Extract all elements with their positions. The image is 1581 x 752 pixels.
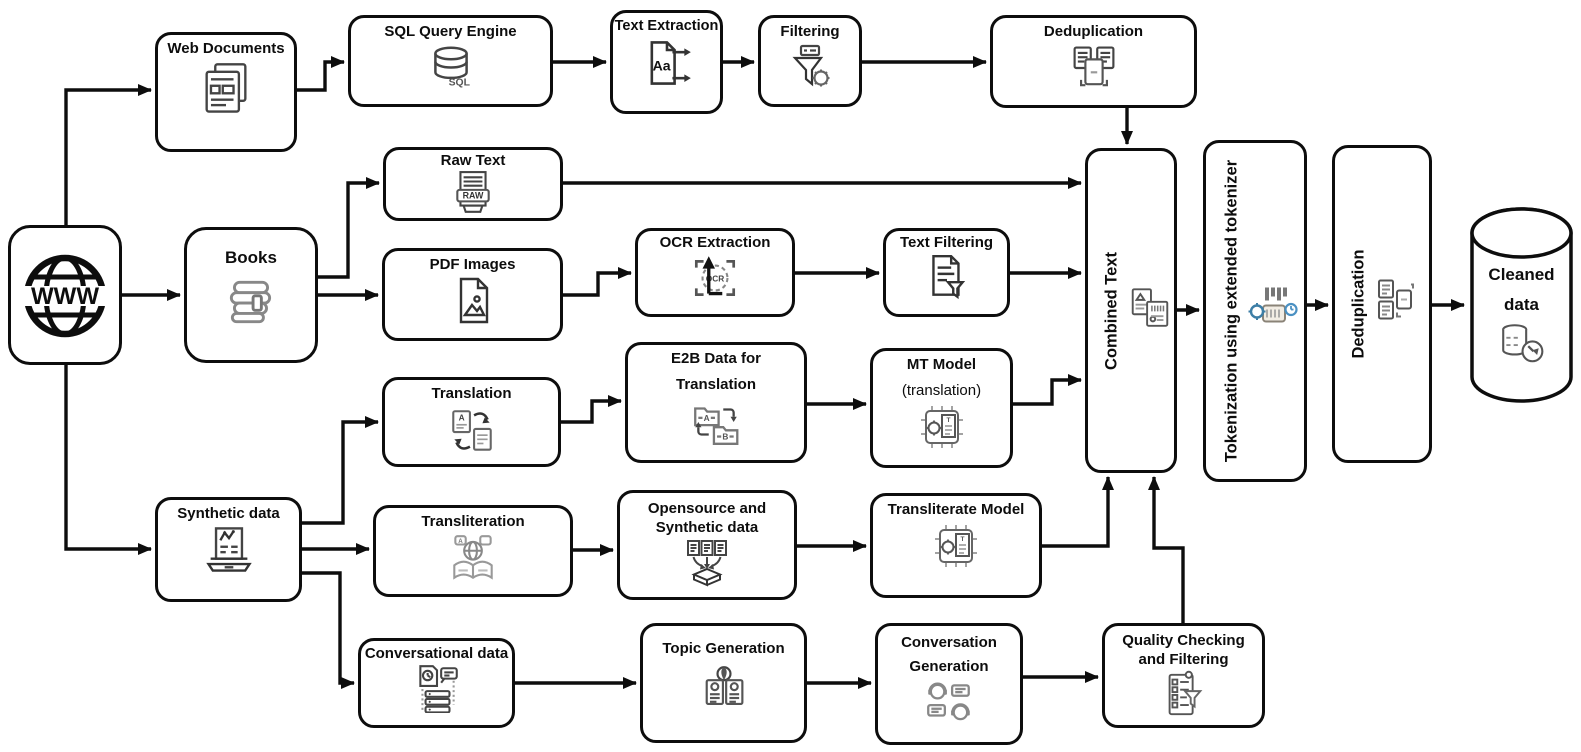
deduplication-icon: [1066, 43, 1122, 93]
connector-translitmodel-combined: [1042, 477, 1108, 546]
node-label: E2B Data for: [670, 350, 762, 367]
books-icon: [222, 274, 280, 328]
sql-database-icon: [425, 43, 477, 91]
transliteration-icon-text: A: [458, 537, 463, 545]
connector-pdf-ocr: [563, 273, 631, 295]
raw-text-icon: [450, 170, 496, 216]
node-cleaned-data: [1468, 203, 1575, 405]
node-tokenization: [1203, 140, 1307, 482]
node-conversation-generation: [875, 623, 1023, 745]
connector-synthetic-translation: [302, 422, 378, 523]
connector-books-rawtext: [318, 183, 379, 277]
node-combined-text: [1085, 148, 1177, 473]
node-label: Transliteration: [421, 513, 525, 530]
transliterate-model-chip-icon: [931, 521, 981, 571]
node-label: Conversation: [901, 634, 997, 651]
node-label-line2: and Filtering: [1138, 651, 1229, 668]
node-label: Cleaned: [1488, 265, 1555, 284]
node-deduplication-right: [1332, 145, 1432, 463]
connector-mtmodel-combined: [1013, 380, 1081, 404]
conversational-data-icon: [411, 663, 463, 713]
aa-icon-text: Aa: [652, 57, 671, 74]
text-filter-doc-icon: [924, 252, 970, 302]
www-label: WWW: [31, 283, 99, 310]
raw-icon-text: RAW: [462, 190, 484, 201]
node-quality-checking: [1102, 623, 1265, 728]
node-label: Synthetic data: [177, 505, 280, 522]
translation-icon-text: A: [458, 412, 465, 423]
transliterate-chip-letter: T: [960, 536, 965, 543]
conversation-generation-icon: [922, 678, 976, 726]
node-label: Text Filtering: [899, 234, 994, 251]
node-label-line2: Synthetic data: [655, 519, 759, 536]
mt-chip-letter: T: [946, 417, 950, 424]
node-transliterate-model: [870, 493, 1042, 598]
node-translation: [382, 377, 561, 467]
node-label: Text Extraction: [614, 18, 719, 34]
connector-www-webdocs: [66, 90, 151, 225]
sql-icon-text: SQL: [448, 77, 470, 89]
connector-quality-combined: [1154, 477, 1183, 623]
www-globe-icon: [19, 250, 111, 342]
text-extraction-icon: [641, 37, 693, 89]
node-label: Deduplication: [1349, 249, 1368, 359]
node-label: SQL Query Engine: [384, 23, 517, 40]
pdf-image-file-icon: [450, 276, 496, 326]
node-label: Translation: [431, 385, 512, 402]
node-sql-query-engine: [348, 15, 553, 107]
combined-text-docs-icon: [1126, 284, 1174, 337]
node-deduplication-top: [990, 15, 1197, 108]
e2b-icon-text-b: B: [722, 431, 729, 442]
node-label: Web Documents: [167, 40, 285, 57]
ocr-icon-text: OCR: [705, 273, 725, 284]
node-label: Topic Generation: [662, 640, 785, 657]
opensource-box-icon: [681, 538, 733, 588]
connector-synthetic-conversational: [302, 573, 354, 683]
node-label: Deduplication: [1043, 23, 1144, 40]
node-label: Transliterate Model: [887, 501, 1025, 518]
node-label: Quality Checking: [1122, 632, 1245, 649]
node-label: Filtering: [780, 23, 840, 40]
node-label: OCR Extraction: [659, 234, 771, 251]
ocr-scan-icon: [688, 252, 742, 304]
filter-funnel-icon: [786, 43, 834, 91]
tokenizer-machine-icon: [1246, 285, 1300, 338]
cleaned-db-broom-icon: [1498, 321, 1546, 370]
node-label: Combined Text: [1102, 251, 1121, 370]
node-transliteration: [373, 505, 573, 597]
node-synthetic-data: [155, 497, 302, 602]
connector-webdocs-sql: [297, 62, 344, 90]
node-www: [8, 225, 122, 365]
node-books: [184, 227, 318, 363]
node-e2b-data: [625, 342, 807, 463]
node-opensource-synthetic: [617, 490, 797, 600]
node-label: PDF Images: [429, 256, 516, 273]
node-text-extraction: [610, 10, 723, 114]
node-conversational-data: [358, 638, 515, 728]
connector-translation-e2b: [561, 401, 621, 422]
web-documents-icon: [198, 60, 254, 118]
connector-www-synthetic: [66, 365, 151, 549]
node-label: Conversational data: [364, 645, 509, 662]
node-mt-model: [870, 348, 1013, 468]
node-ocr-extraction: [635, 228, 795, 317]
node-label: MT Model: [906, 356, 977, 373]
synthetic-laptop-icon: [202, 525, 256, 575]
node-label-line2: data: [1504, 295, 1539, 314]
node-label-line2: (translation): [901, 382, 982, 399]
topic-generation-icon: [697, 664, 751, 718]
mt-model-chip-icon: [917, 402, 967, 452]
node-text-filtering: [883, 228, 1010, 317]
e2b-folders-icon: [689, 397, 743, 447]
node-label: Tokenization using extended tokenizer: [1222, 159, 1241, 463]
tokenizer-gear: [1251, 306, 1263, 318]
node-label: Opensource and: [647, 500, 767, 517]
deduplication-right-icon: [1371, 277, 1419, 332]
node-topic-generation: [640, 623, 807, 743]
node-label-line2: Generation: [909, 658, 989, 675]
node-filtering: [758, 15, 862, 107]
quality-checklist-icon: [1161, 670, 1207, 718]
node-label: Books: [225, 248, 277, 267]
node-web-documents: [155, 32, 297, 152]
node-label: Raw Text: [440, 152, 506, 169]
node-raw-text: [383, 147, 563, 221]
transliteration-book-globe-icon: [446, 533, 500, 583]
node-label-line2: Translation: [675, 376, 757, 393]
e2b-icon-text-a: A: [703, 412, 710, 423]
node-pdf-images: [382, 248, 563, 341]
translation-swap-icon: [446, 405, 498, 457]
